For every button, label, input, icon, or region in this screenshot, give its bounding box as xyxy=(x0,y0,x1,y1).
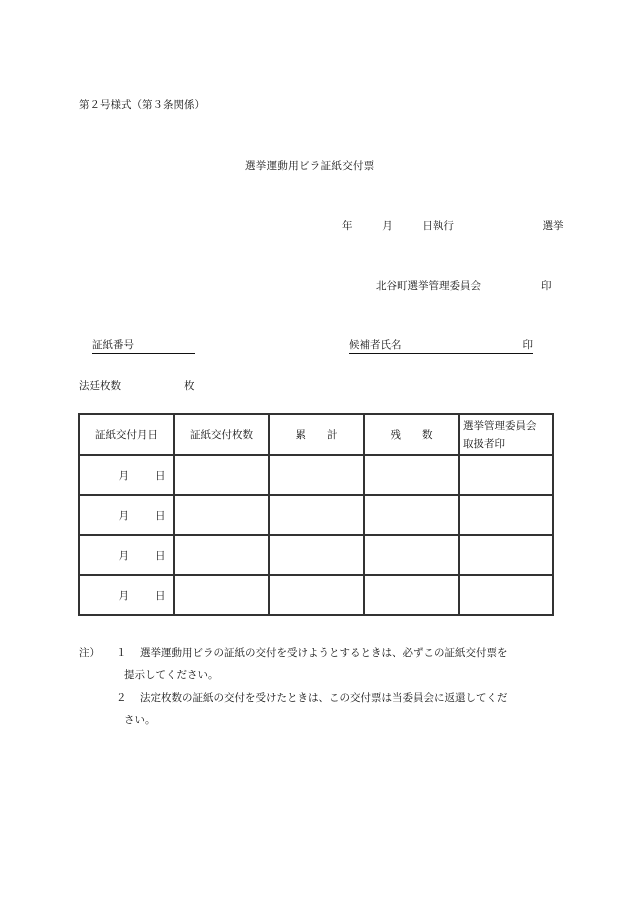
header-cumulative: 累 計 xyxy=(269,414,364,455)
day-label: 日 xyxy=(155,509,166,522)
legal-count-unit: 枚 xyxy=(184,380,195,392)
note-1-line1: 選挙運動用ビラの証紙の交付を受けようとするときは、必ずこの証紙交付票を xyxy=(140,647,508,659)
issue-date-cell xyxy=(79,535,174,575)
day-label: 日執行 xyxy=(422,220,454,232)
cumulative-cell xyxy=(269,575,364,615)
issue-count-cell xyxy=(174,575,269,615)
remaining-cell xyxy=(364,535,459,575)
cert-number-field xyxy=(92,337,195,354)
remaining-cell xyxy=(364,455,459,495)
note-2-number: ２ xyxy=(116,692,127,704)
header-committee-seal-line2: 取扱者印 xyxy=(463,437,505,450)
election-label: 選挙 xyxy=(542,220,564,232)
issue-date-cell xyxy=(79,495,174,535)
table-row xyxy=(79,455,553,495)
election-date-line xyxy=(342,218,564,233)
notes-prefix: 注） xyxy=(79,647,100,659)
month-label: 月 xyxy=(118,549,129,562)
cumulative-cell xyxy=(269,535,364,575)
day-label: 日 xyxy=(155,469,166,482)
day-label: 日 xyxy=(155,589,166,602)
cumulative-cell xyxy=(269,455,364,495)
table-row xyxy=(79,535,553,575)
month-label: 月 xyxy=(118,469,129,482)
committee-name: 北谷町選挙管理委員会 xyxy=(376,280,481,292)
form-number: 第２号様式（第３条関係） xyxy=(79,99,205,111)
seal-cell xyxy=(459,455,553,495)
remaining-cell xyxy=(364,495,459,535)
committee-seal: 印 xyxy=(541,280,552,292)
header-committee-seal xyxy=(459,414,553,455)
issue-count-cell xyxy=(174,495,269,535)
document-title: 選挙運動用ビラ証紙交付票 xyxy=(245,160,375,172)
candidate-name-field xyxy=(349,337,533,354)
header-issue-count: 証紙交付枚数 xyxy=(174,414,269,455)
legal-count-label: 法廷枚数 xyxy=(79,380,121,392)
seal-cell xyxy=(459,575,553,615)
issue-count-cell xyxy=(174,455,269,495)
issue-date-cell xyxy=(79,455,174,495)
cert-number-label: 証紙番号 xyxy=(92,339,134,351)
issue-count-cell xyxy=(174,535,269,575)
seal-cell xyxy=(459,535,553,575)
note-1-line2: 提示してください。 xyxy=(124,669,219,681)
year-label: 年 xyxy=(342,220,353,232)
issuance-table xyxy=(78,413,554,616)
note-2-line2: さい。 xyxy=(124,714,156,726)
table-row xyxy=(79,575,553,615)
table-header-row xyxy=(79,414,553,455)
header-issue-date: 証紙交付月日 xyxy=(79,414,174,455)
day-label: 日 xyxy=(155,549,166,562)
month-label: 月 xyxy=(118,589,129,602)
remaining-cell xyxy=(364,575,459,615)
table-row xyxy=(79,495,553,535)
candidate-seal: 印 xyxy=(522,339,533,351)
header-committee-seal-line1: 選挙管理委員会 xyxy=(463,419,537,432)
month-label: 月 xyxy=(118,509,129,522)
note-1-number: １ xyxy=(116,647,127,659)
candidate-name-label: 候補者氏名 xyxy=(349,339,402,351)
month-label: 月 xyxy=(382,220,393,232)
header-remaining: 残 数 xyxy=(364,414,459,455)
cumulative-cell xyxy=(269,495,364,535)
note-2-line1: 法定枚数の証紙の交付を受けたときは、この交付票は当委員会に返還してくだ xyxy=(140,692,508,704)
seal-cell xyxy=(459,495,553,535)
issue-date-cell xyxy=(79,575,174,615)
